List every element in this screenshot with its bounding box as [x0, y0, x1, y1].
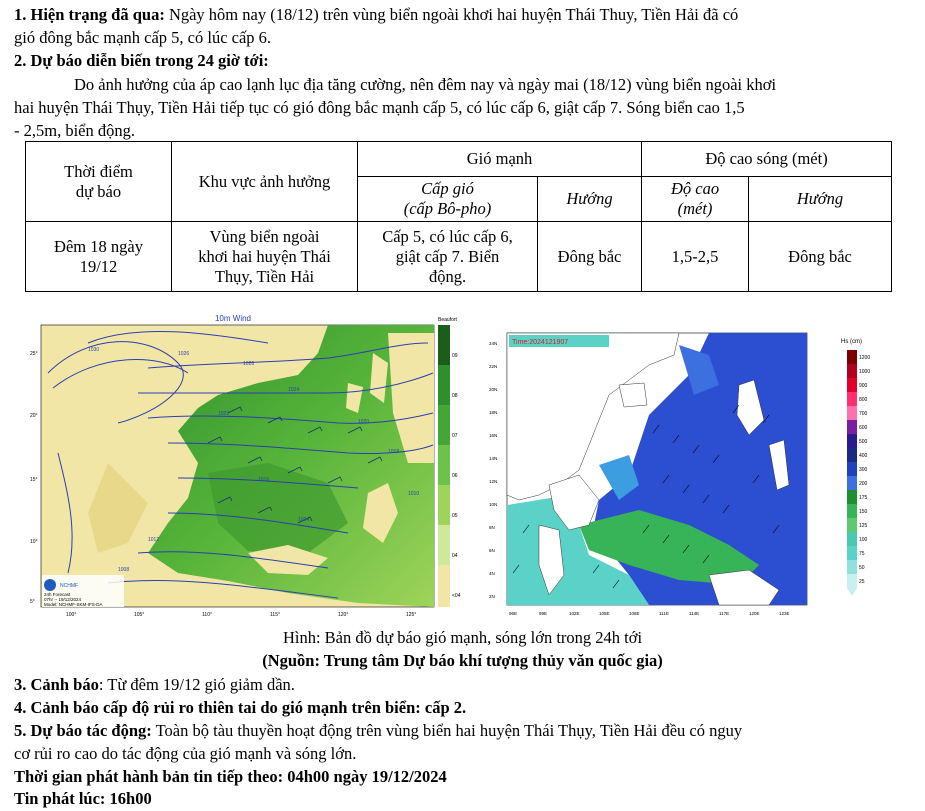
wind-lon-115: 115° [270, 612, 280, 618]
svg-text:1016: 1016 [258, 477, 270, 483]
svg-text:1020: 1020 [358, 419, 370, 425]
wind-model-label: Model: NCHMF-SKM-IFS-DA [44, 602, 103, 607]
svg-text:4N: 4N [489, 571, 495, 576]
svg-text:114E: 114E [689, 611, 700, 616]
svg-text:1010: 1010 [408, 491, 420, 497]
svg-text:125: 125 [859, 523, 868, 529]
wave-forecast-map [479, 325, 872, 623]
wind-scale-lt04: <04 [452, 593, 461, 599]
svg-text:1018: 1018 [388, 449, 400, 455]
svg-text:25: 25 [859, 579, 865, 585]
cell-wind-level: Cấp 5, có lúc cấp 6, giật cấp 7. Biển động. [358, 222, 538, 292]
svg-text:102E: 102E [569, 611, 580, 616]
section-2-heading: 2. Dự báo diễn biến trong 24 giờ tới: [14, 51, 269, 70]
wind-lon-105: 105° [134, 612, 145, 618]
svg-text:1200: 1200 [859, 355, 871, 361]
wind-scale-09: 09 [452, 353, 458, 359]
cell-wave-height: 1,5-2,5 [642, 222, 749, 292]
svg-text:22N: 22N [489, 364, 498, 369]
svg-text:1012: 1012 [148, 537, 160, 543]
svg-text:96E: 96E [509, 611, 518, 616]
header-time: Thời điểm dự báo [26, 142, 172, 222]
section-5-line-1 [14, 720, 913, 741]
svg-text:108E: 108E [629, 611, 640, 616]
section-3-line [14, 674, 913, 695]
wave-map-unit: Hs (cm) [841, 339, 862, 345]
wind-lon-110: 110° [202, 612, 212, 618]
section-1-line-1 [14, 4, 913, 25]
svg-text:105E: 105E [599, 611, 610, 616]
wind-scale-07: 07 [452, 433, 458, 439]
section-5-text-1: Toàn bộ tàu thuyền hoạt động trên vùng biển hai huyện Thái Thụy, Tiền Hải đều có nguy [151, 721, 743, 740]
cell-wind-direction: Đông bắc [538, 222, 642, 292]
svg-text:24N: 24N [489, 341, 498, 346]
header-wave-height: Độ cao (mét) [642, 177, 749, 222]
svg-text:14N: 14N [489, 456, 498, 461]
svg-text:500: 500 [859, 439, 868, 445]
section-2-para-3: - 2,5m, biển động. [14, 121, 135, 140]
svg-text:1030: 1030 [88, 347, 100, 353]
svg-text:400: 400 [859, 453, 868, 459]
svg-text:1000: 1000 [859, 369, 871, 375]
svg-text:12N: 12N [489, 479, 498, 484]
svg-text:175: 175 [859, 495, 868, 501]
svg-text:8N: 8N [489, 525, 495, 530]
svg-text:300: 300 [859, 467, 868, 473]
svg-text:700: 700 [859, 411, 868, 417]
section-3-text: : Từ đêm 19/12 gió giảm dần. [98, 675, 295, 694]
wind-lon-120: 120° [338, 612, 349, 618]
svg-text:600: 600 [859, 425, 868, 431]
svg-text:1024: 1024 [288, 387, 300, 393]
svg-text:1022: 1022 [218, 411, 230, 417]
svg-text:2N: 2N [489, 594, 495, 599]
cell-wave-direction: Đông bắc [749, 222, 892, 292]
svg-text:1008: 1008 [118, 567, 130, 573]
section-4-line: 4. Cảnh báo cấp độ rủi ro thiên tai do gió mạnh trên biển: cấp 2. [14, 698, 467, 717]
wind-map-unit: Beaufort [438, 317, 457, 323]
wind-lon-100: 100° [66, 612, 77, 618]
svg-text:200: 200 [859, 481, 868, 487]
next-issue-time: Thời gian phát hành bản tin tiếp theo: 04h00 ngày 19/12/2024 [14, 767, 447, 786]
svg-text:16N: 16N [489, 433, 498, 438]
svg-text:120E: 120E [749, 611, 760, 616]
wind-forecast-label: 24h Forecast [44, 592, 71, 597]
svg-text:6N: 6N [489, 548, 495, 553]
section-5-label: 5. Dự báo tác động: [14, 721, 152, 740]
header-wave: Độ cao sóng (mét) [642, 142, 892, 177]
wind-lat-5: 5° [30, 599, 35, 605]
svg-text:1026: 1026 [178, 351, 190, 357]
section-1-text-2: gió đông bắc mạnh cấp 5, có lúc cấp 6. [14, 28, 272, 47]
svg-text:150: 150 [859, 509, 868, 515]
wind-scale-04: 04 [452, 553, 458, 559]
wave-map-time: Time:2024121907 [512, 339, 569, 346]
svg-text:50: 50 [859, 565, 865, 571]
forecast-table [25, 141, 892, 292]
svg-text:100: 100 [859, 537, 868, 543]
figure-caption: Hình: Bản đồ dự báo gió mạnh, sóng lớn trong 24h tới [282, 628, 643, 647]
section-5-text-2: cơ rủi ro cao do tác động của gió mạnh và sóng lớn. [14, 744, 357, 763]
wind-lat-20: 20° [30, 413, 38, 419]
svg-text:NCHMF: NCHMF [60, 583, 79, 589]
header-wind-level: Cấp gió (cấp Bô-pho) [358, 177, 538, 222]
section-2-para-2: hai huyện Thái Thụy, Tiền Hải tiếp tục có gió đông bắc mạnh cấp 5, có lúc cấp 6, giật cấp 7. Sóng biển cao 1,5 [14, 98, 745, 117]
svg-text:123E: 123E [779, 611, 790, 616]
wind-lon-125: 125° [406, 612, 417, 618]
wind-lat-10: 10° [30, 539, 38, 545]
svg-text:111E: 111E [659, 611, 669, 616]
svg-text:99E: 99E [539, 611, 548, 616]
wind-scale-06: 06 [452, 473, 458, 479]
figure-source: (Nguồn: Trung tâm Dự báo khí tượng thủy văn quốc gia) [262, 651, 663, 670]
wind-forecast-map [28, 313, 463, 624]
svg-text:800: 800 [859, 397, 868, 403]
header-wind-direction: Hướng [538, 177, 642, 222]
svg-text:117E: 117E [719, 611, 730, 616]
svg-text:20N: 20N [489, 387, 498, 392]
svg-text:1028: 1028 [243, 361, 255, 367]
cell-time: Đêm 18 ngày 19/12 [26, 222, 172, 292]
issued-at: Tin phát lúc: 16h00 [14, 789, 152, 808]
section-1-label: 1. Hiện trạng đã qua: [14, 5, 165, 24]
svg-text:10N: 10N [489, 502, 498, 507]
wind-scale-05: 05 [452, 513, 458, 519]
wind-lat-25: 25° [30, 351, 38, 357]
svg-text:18N: 18N [489, 410, 498, 415]
header-area: Khu vực ảnh hưởng [172, 142, 358, 222]
svg-text:900: 900 [859, 383, 868, 389]
wind-scale-08: 08 [452, 393, 458, 399]
section-2-para-1: Do ảnh hưởng của áp cao lạnh lục địa tăng cường, nên đêm nay và ngày mai (18/12) vùng biển ngoài khơi [74, 75, 777, 94]
svg-text:1014: 1014 [298, 517, 310, 523]
header-wave-direction: Hướng [749, 177, 892, 222]
wind-forecast-time: 07hr -- 19/12/2024 [44, 597, 82, 602]
section-1-text-1: Ngày hôm nay (18/12) trên vùng biển ngoài khơi hai huyện Thái Thuy, Tiền Hải đã có [164, 5, 739, 24]
section-3-label: 3. Cảnh báo [14, 675, 99, 694]
header-wind: Gió mạnh [358, 142, 642, 177]
wind-map-title: 10m Wind [214, 314, 252, 323]
svg-text:75: 75 [859, 551, 865, 557]
nchmf-logo [42, 575, 124, 607]
cell-area: Vùng biển ngoài khơi hai huyện Thái Thụy, Tiền Hải [172, 222, 358, 292]
wind-lat-15: 15° [30, 477, 38, 483]
